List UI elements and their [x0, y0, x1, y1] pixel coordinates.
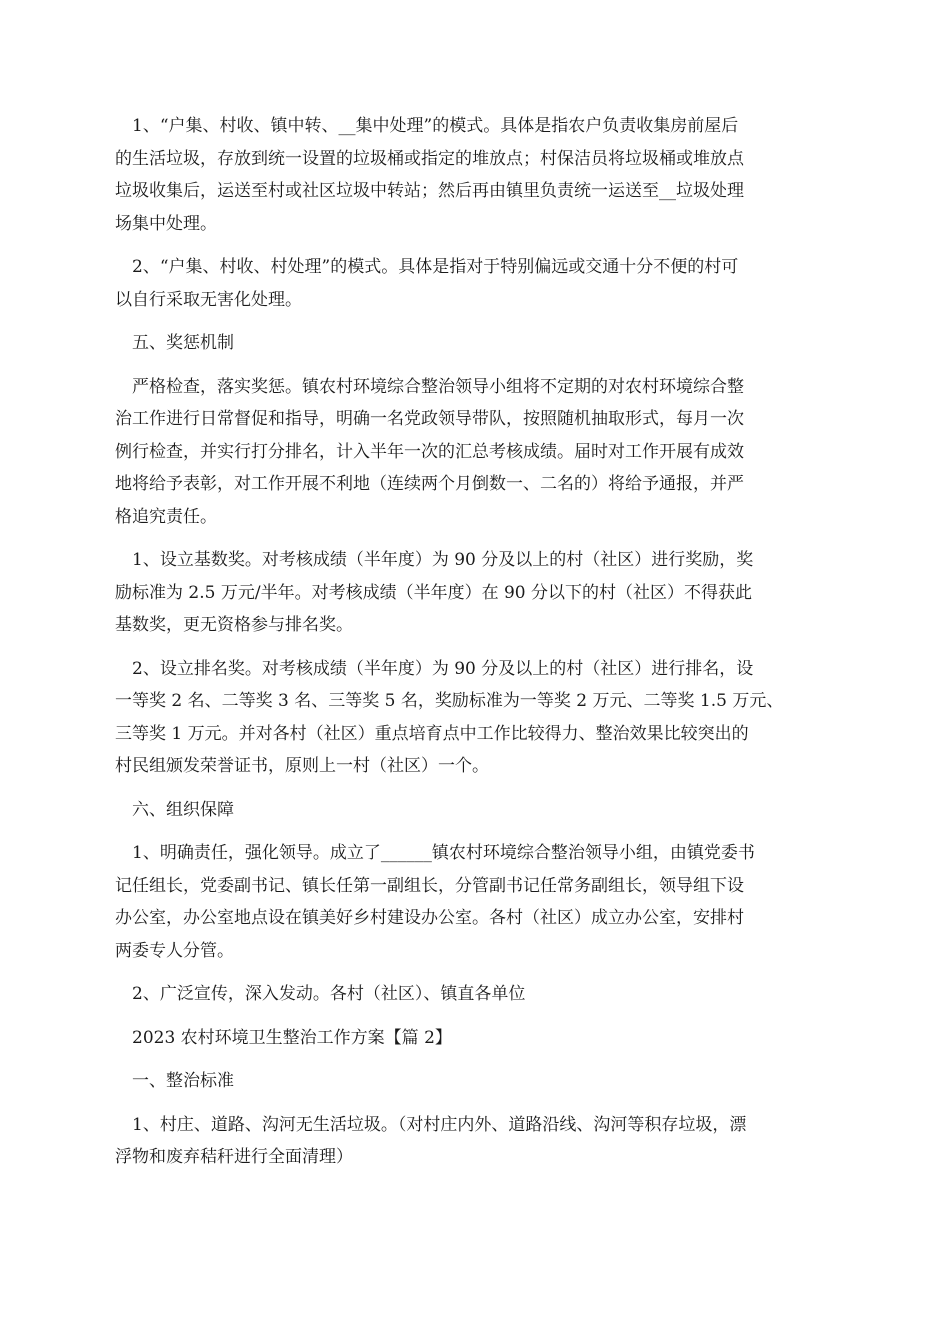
- article-title: 2023 农村环境卫生整治工作方案【篇 2】: [132, 1027, 452, 1048]
- text-line: 三等奖 1 万元。并对各村（社区）重点培育点中工作比较得力、整治效果比较突出的: [115, 723, 749, 744]
- text-line: 地将给予表彰，对工作开展不利地（连续两个月倒数一、二名的）将给予通报，并严: [115, 474, 744, 494]
- text-line: 励标准为 2.5 万元/半年。对考核成绩（半年度）在 90 分以下的村（社区）不得获此: [115, 582, 753, 603]
- text-line: 村民组颁发荣誉证书，原则上一村（社区）一个。: [115, 756, 489, 776]
- section-heading: 五、奖惩机制: [132, 333, 234, 353]
- text-line: 1、村庄、道路、沟河无生活垃圾。（对村庄内外、道路沿线、沟河等积存垃圾，漂: [132, 1114, 747, 1135]
- text-line: 浮物和废弃秸秆进行全面清理）: [115, 1147, 353, 1167]
- text-line: 一等奖 2 名、二等奖 3 名、三等奖 5 名，奖励标准为一等奖 2 万元、二等奖 1.5 万元、: [115, 691, 784, 711]
- paragraph-mode-1: [115, 110, 835, 240]
- text-line: 2、广泛宣传，深入发动。各村（社区）、镇直各单位: [132, 984, 526, 1004]
- text-line: 1、设立基数奖。对考核成绩（半年度）为 90 分及以上的村（社区）进行奖励，奖: [132, 550, 754, 570]
- text-line: 场集中处理。: [115, 213, 217, 234]
- section-heading: 一、整治标准: [132, 1071, 234, 1091]
- paragraph-inspection: [115, 371, 835, 534]
- text-line: 2、“户集、村收、村处理”的模式。具体是指对于特别偏远或交通十分不便的村可: [132, 257, 739, 277]
- text-line: 严格检查，落实奖惩。镇农村环境综合整治领导小组将不定期的对农村环境综合整: [132, 376, 744, 397]
- text-line: 格追究责任。: [115, 506, 217, 527]
- paragraph-standard-1: [115, 1109, 835, 1174]
- section-heading-standards: [115, 1065, 835, 1098]
- text-line: 垃圾收集后，运送至村或社区垃圾中转站；然后再由镇里负责统一运送至__垃圾处理: [115, 181, 744, 201]
- paragraph-mode-2: [115, 251, 835, 316]
- paragraph-responsibility: [115, 837, 835, 967]
- document-body: [115, 110, 835, 1185]
- text-line: 记任组长，党委副书记、镇长任第一副组长，分管副书记任常务副组长，领导组下设: [115, 875, 744, 896]
- text-line: 例行检查，并实行打分排名，计入半年一次的汇总考核成绩。届时对工作开展有成效: [115, 441, 744, 462]
- text-line: 两委专人分管。: [115, 940, 234, 961]
- text-line: 2、设立排名奖。对考核成绩（半年度）为 90 分及以上的村（社区）进行排名，设: [132, 658, 754, 679]
- text-line: 治工作进行日常督促和指导，明确一名党政领导带队，按照随机抽取形式，每月一次: [115, 409, 744, 429]
- paragraph-base-award: [115, 544, 835, 642]
- text-line: 1、“户集、村收、镇中转、__集中处理”的模式。具体是指农户负责收集房前屋后: [132, 116, 739, 136]
- text-line: 以自行采取无害化处理。: [115, 289, 302, 310]
- section-heading-rewards: [115, 327, 835, 360]
- text-line: 1、明确责任，强化领导。成立了______镇农村环境综合整治领导小组，由镇党委书: [132, 843, 755, 863]
- paragraph-publicity: [115, 978, 835, 1011]
- section-heading: 六、组织保障: [132, 799, 234, 820]
- article-title-part-2: [115, 1022, 835, 1055]
- paragraph-ranking-award: [115, 653, 835, 783]
- text-line: 办公室，办公室地点设在镇美好乡村建设办公室。各村（社区）成立办公室，安排村: [115, 908, 744, 928]
- text-line: 的生活垃圾，存放到统一设置的垃圾桶或指定的堆放点；村保洁员将垃圾桶或堆放点: [115, 148, 744, 169]
- section-heading-organization: [115, 794, 835, 827]
- text-line: 基数奖，更无资格参与排名奖。: [115, 615, 353, 635]
